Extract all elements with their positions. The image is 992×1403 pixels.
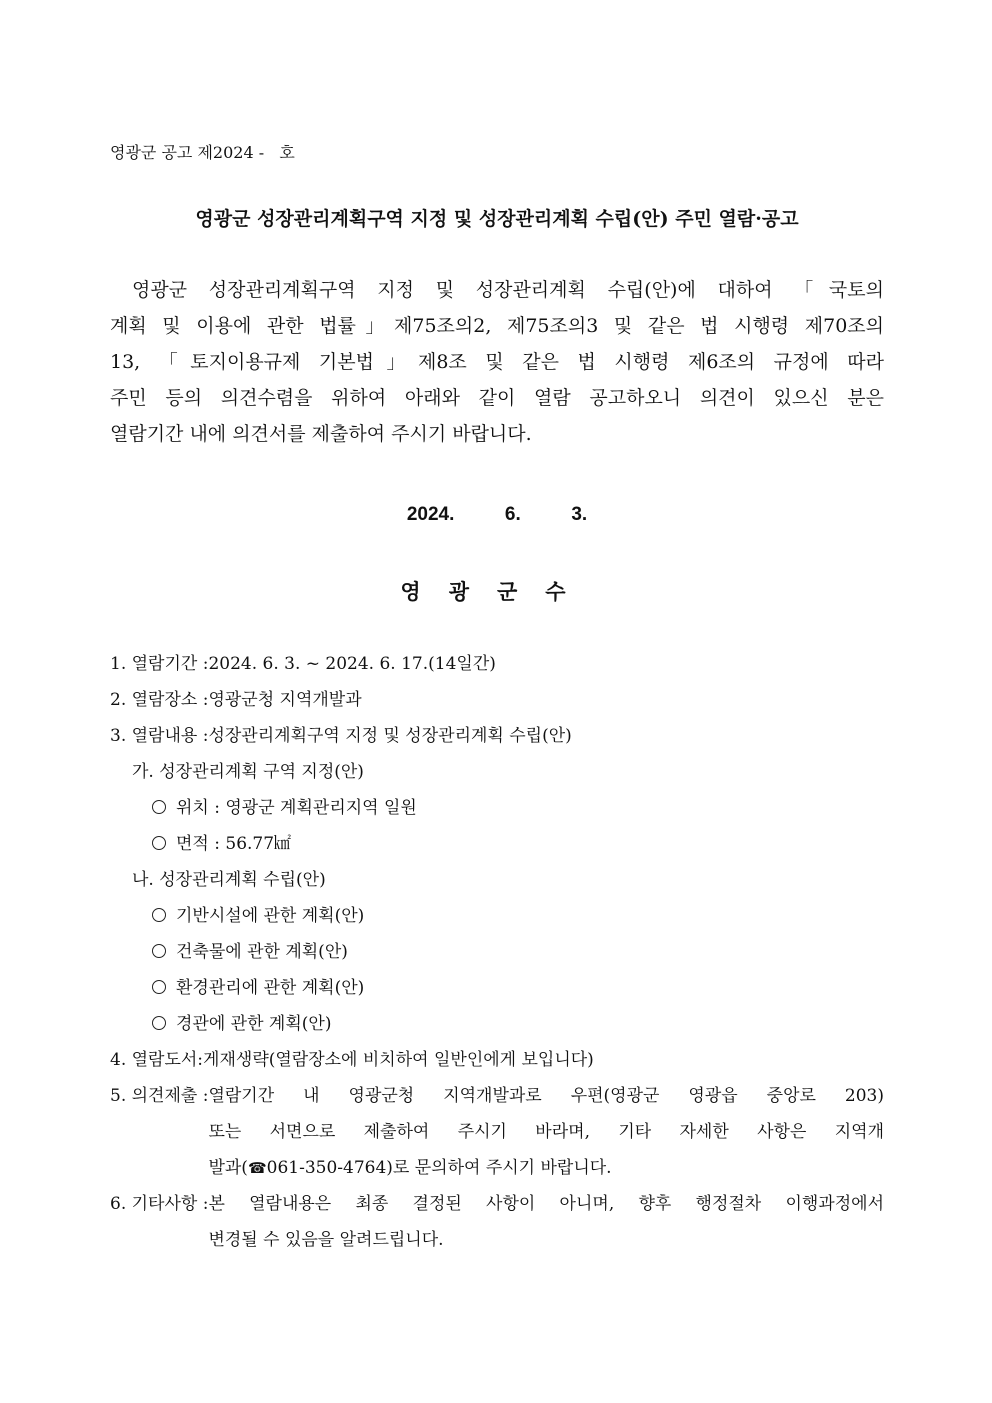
bullet-text: 위치 : 영광군 계획관리지역 일원: [176, 798, 417, 818]
bullet-text: 면적 : 56.77㎢: [176, 834, 292, 854]
circle-bullet-icon: [152, 800, 166, 814]
bullet-text: 경관에 관한 계획(안): [176, 1014, 332, 1034]
circle-bullet-icon: [152, 908, 166, 922]
bullet-text: 환경관리에 관한 계획(안): [176, 978, 365, 998]
item-value: 2024. 6. 3. ~ 2024. 6. 17.(14일간): [208, 654, 496, 674]
bullet-location: [110, 790, 884, 826]
item-content: [110, 718, 884, 754]
opinion-line-3: [208, 1150, 884, 1186]
item-documents: [110, 1042, 884, 1078]
subitem-zone: 가. 성장관리계획 구역 지정(안): [132, 762, 364, 782]
item-period: [110, 646, 884, 682]
body-paragraph: [110, 272, 884, 452]
body-line-1: 영광군 성장관리계획구역 지정 및 성장관리계획 수립(안)에 대하여 「국토의: [132, 279, 884, 301]
item-label: 3. 열람내용 :: [110, 726, 209, 746]
item-place: [110, 682, 884, 718]
other-line-2: 변경될 수 있음을 알려드립니다.: [208, 1230, 444, 1250]
phone-icon: ☎: [247, 1159, 267, 1177]
signer: 영광군수: [400, 579, 594, 604]
body-line-5: 열람기간 내에 의견서를 제출하여 주시기 바랍니다.: [110, 423, 532, 445]
item-label: 4. 열람도서:: [110, 1050, 204, 1070]
circle-bullet-icon: [152, 980, 166, 994]
opinion-line-1: 열람기간 내 영광군청 지역개발과로 우편(영광군 영광읍 중앙로 203): [208, 1086, 884, 1106]
item-value: 영광군청 지역개발과: [208, 690, 362, 710]
item-value: [208, 1078, 884, 1186]
body-line-2: 계획 및 이용에 관한 법률」제75조의2, 제75조의3 및 같은 법 시행령 제70조의: [110, 315, 884, 337]
subitem-plan: 나. 성장관리계획 수립(안): [132, 870, 326, 890]
item-value: [208, 1186, 884, 1258]
notice-date: 2024. 6. 3.: [406, 504, 588, 525]
notice-number: 영광군 공고 제2024 - 호: [110, 143, 295, 162]
body-line-4: 주민 등의 의견수렴을 위하여 아래와 같이 열람 공고하오니 의견이 있으신 분은: [110, 387, 884, 409]
item-label: 1. 열람기간 :: [110, 654, 209, 674]
item-list: [110, 646, 884, 1258]
other-line-1: 본 열람내용은 최종 결정된 사항이 아니며, 향후 행정절차 이행과정에서: [208, 1194, 884, 1214]
bullet-text: 건축물에 관한 계획(안): [176, 942, 348, 962]
item-label: 6. 기타사항 :: [110, 1194, 209, 1214]
bullet-buildings: [110, 934, 884, 970]
bullet-area: [110, 826, 884, 862]
opinion-text: 발과(: [208, 1158, 248, 1178]
body-line-3: 13, 「토지이용규제 기본법」제8조 및 같은 법 시행령 제6조의 규정에 따라: [110, 351, 884, 373]
bullet-environment: [110, 970, 884, 1006]
bullet-text: 기반시설에 관한 계획(안): [176, 906, 365, 926]
opinion-text: 061-350-4764)로 문의하여 주시기 바랍니다.: [266, 1158, 612, 1178]
item-opinion: [110, 1078, 884, 1186]
item-label: 2. 열람장소 :: [110, 690, 209, 710]
circle-bullet-icon: [152, 836, 166, 850]
circle-bullet-icon: [152, 944, 166, 958]
item-value: 성장관리계획구역 지정 및 성장관리계획 수립(안): [208, 726, 572, 746]
item-label: 5. 의견제출 :: [110, 1086, 209, 1106]
bullet-landscape: [110, 1006, 884, 1042]
opinion-line-2: 또는 서면으로 제출하여 주시기 바라며, 기타 자세한 사항은 지역개: [208, 1122, 884, 1142]
item-other: [110, 1186, 884, 1258]
bullet-infrastructure: [110, 898, 884, 934]
document-title: 영광군 성장관리계획구역 지정 및 성장관리계획 수립(안) 주민 열람·공고: [195, 208, 799, 230]
item-value: 게재생략(열람장소에 비치하여 일반인에게 보입니다): [203, 1050, 594, 1070]
circle-bullet-icon: [152, 1016, 166, 1030]
